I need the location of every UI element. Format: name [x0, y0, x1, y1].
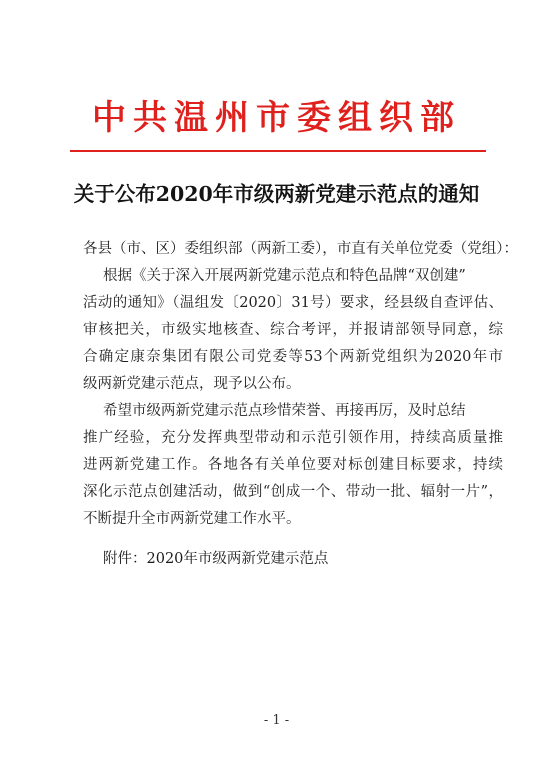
paragraph2-line: 不断提升全市两新党建工作水平。: [83, 511, 301, 527]
paragraph1-line: 审核把关，市级实地核查、综合考评，并报请部领导同意，综: [83, 322, 503, 338]
paragraph2-line: 推广经验，充分发挥典型带动和示范引领作用，持续高质量推: [83, 430, 503, 446]
paragraph1-line: 合确定康奈集团有限公司党委等53个两新党组织为2020年市: [83, 349, 503, 365]
paragraph1-line: 级两新党建示范点，现予以公布。: [83, 376, 301, 392]
letterhead-org-name: 中共温州市委组织部: [92, 98, 461, 138]
letterhead-red-rule: [70, 150, 486, 152]
paragraph1-line: 根据《关于深入开展两新党建示范点和特色品牌“双创建”: [103, 268, 466, 284]
paragraph1-line: 活动的通知》（温组发〔2020〕31号）要求，经县级自查评估、: [83, 295, 503, 311]
attachment-note: 附件：2020年市级两新党建示范点: [103, 551, 329, 567]
paragraph2-line: 进两新党建工作。各地各有关单位要对标创建目标要求，持续: [83, 457, 503, 473]
salutation: 各县（市、区）委组织部（两新工委），市直有关单位党委（党组）：: [83, 241, 518, 257]
paragraph2-line: 深化示范点创建活动，做到“创成一个、带动一批、辐射一片”，: [83, 484, 503, 500]
paragraph2-line: 希望市级两新党建示范点珍惜荣誉、再接再厉，及时总结: [103, 403, 466, 419]
document-title: 关于公布2020年市级两新党建示范点的通知: [73, 182, 480, 206]
page-number: - 1 -: [263, 713, 290, 728]
